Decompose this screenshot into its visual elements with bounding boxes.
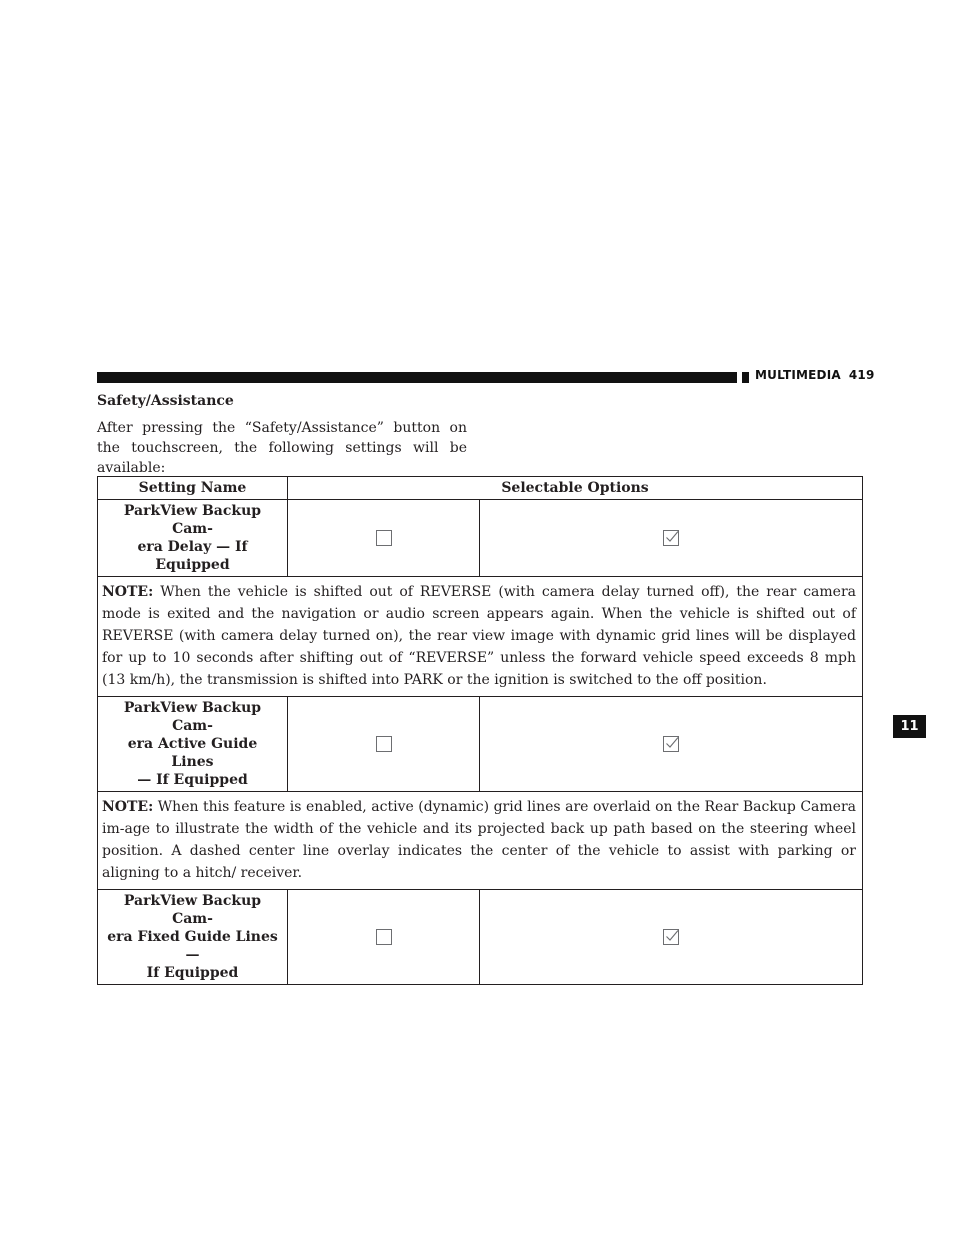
- running-header: [755, 368, 875, 382]
- note-label: NOTE:: [102, 584, 154, 600]
- intro-paragraph: After pressing the “Safety/Assistance” button on the touchscreen, the following settings will be available:: [97, 420, 467, 476]
- option-on[interactable]: [480, 500, 863, 577]
- section-title: Safety/Assistance: [97, 393, 234, 409]
- table-row: [98, 890, 863, 985]
- option-on[interactable]: [480, 890, 863, 985]
- checked-box-icon[interactable]: [663, 530, 679, 546]
- header-section: MULTIMEDIA: [755, 368, 841, 382]
- setting-name-line: ParkView Backup Cam-: [123, 893, 262, 927]
- setting-name-line: era Active Guide Lines: [127, 736, 258, 770]
- table-header-row: [98, 477, 863, 500]
- setting-name-line: era Delay — If Equipped: [137, 539, 248, 573]
- table-row: [98, 697, 863, 792]
- header-rule: [97, 372, 737, 383]
- checked-box-icon[interactable]: [663, 929, 679, 945]
- setting-name: [98, 500, 288, 577]
- setting-name-line: — If Equipped: [137, 772, 248, 788]
- note-text: When this feature is enabled, active (dynamic) grid lines are overlaid on the Rear Backup Camera im-age to illustrate the width of the vehicle and its projected back up path based on the steering wheel position. A dashed center line overlay indicates the center of the vehicle to assist with parking or aligning to a hitch/ receiver.: [102, 799, 857, 881]
- chapter-tab: 11: [893, 715, 926, 738]
- setting-name-line: ParkView Backup Cam-: [123, 503, 262, 537]
- setting-name-line: ParkView Backup Cam-: [123, 700, 262, 734]
- table-row: [98, 792, 863, 890]
- option-off[interactable]: [288, 890, 480, 985]
- setting-name: [98, 697, 288, 792]
- table-row: [98, 500, 863, 577]
- setting-name: [98, 890, 288, 985]
- note-text: When the vehicle is shifted out of REVERSE (with camera delay turned off), the rear camera mode is exited and the navigation or audio screen appears again. When the vehicle is shifted out of REVERSE (with camera delay turned on), the rear view image with dynamic grid lines will be displayed for up to 10 seconds after shifting out of “REVERSE” unless the forward vehicle speed exceeds 8 mph (13 km/h), the transmission is shifted into PARK or the ignition is switched to the off position.: [102, 584, 857, 688]
- note-label: NOTE:: [102, 799, 154, 815]
- unchecked-box-icon[interactable]: [376, 736, 392, 752]
- page-number: 419: [848, 368, 875, 382]
- setting-name-line: era Fixed Guide Lines —: [107, 929, 278, 963]
- table-row: [98, 577, 863, 697]
- option-off[interactable]: [288, 697, 480, 792]
- col-setting-name: Setting Name: [98, 477, 288, 500]
- option-on[interactable]: [480, 697, 863, 792]
- option-off[interactable]: [288, 500, 480, 577]
- setting-name-line: If Equipped: [146, 965, 239, 981]
- header-rule-stub: [742, 372, 749, 383]
- col-selectable-options: Selectable Options: [288, 477, 863, 500]
- unchecked-box-icon[interactable]: [376, 530, 392, 546]
- settings-table: [97, 476, 863, 985]
- note-cell: [98, 792, 863, 890]
- checked-box-icon[interactable]: [663, 736, 679, 752]
- note-cell: [98, 577, 863, 697]
- unchecked-box-icon[interactable]: [376, 929, 392, 945]
